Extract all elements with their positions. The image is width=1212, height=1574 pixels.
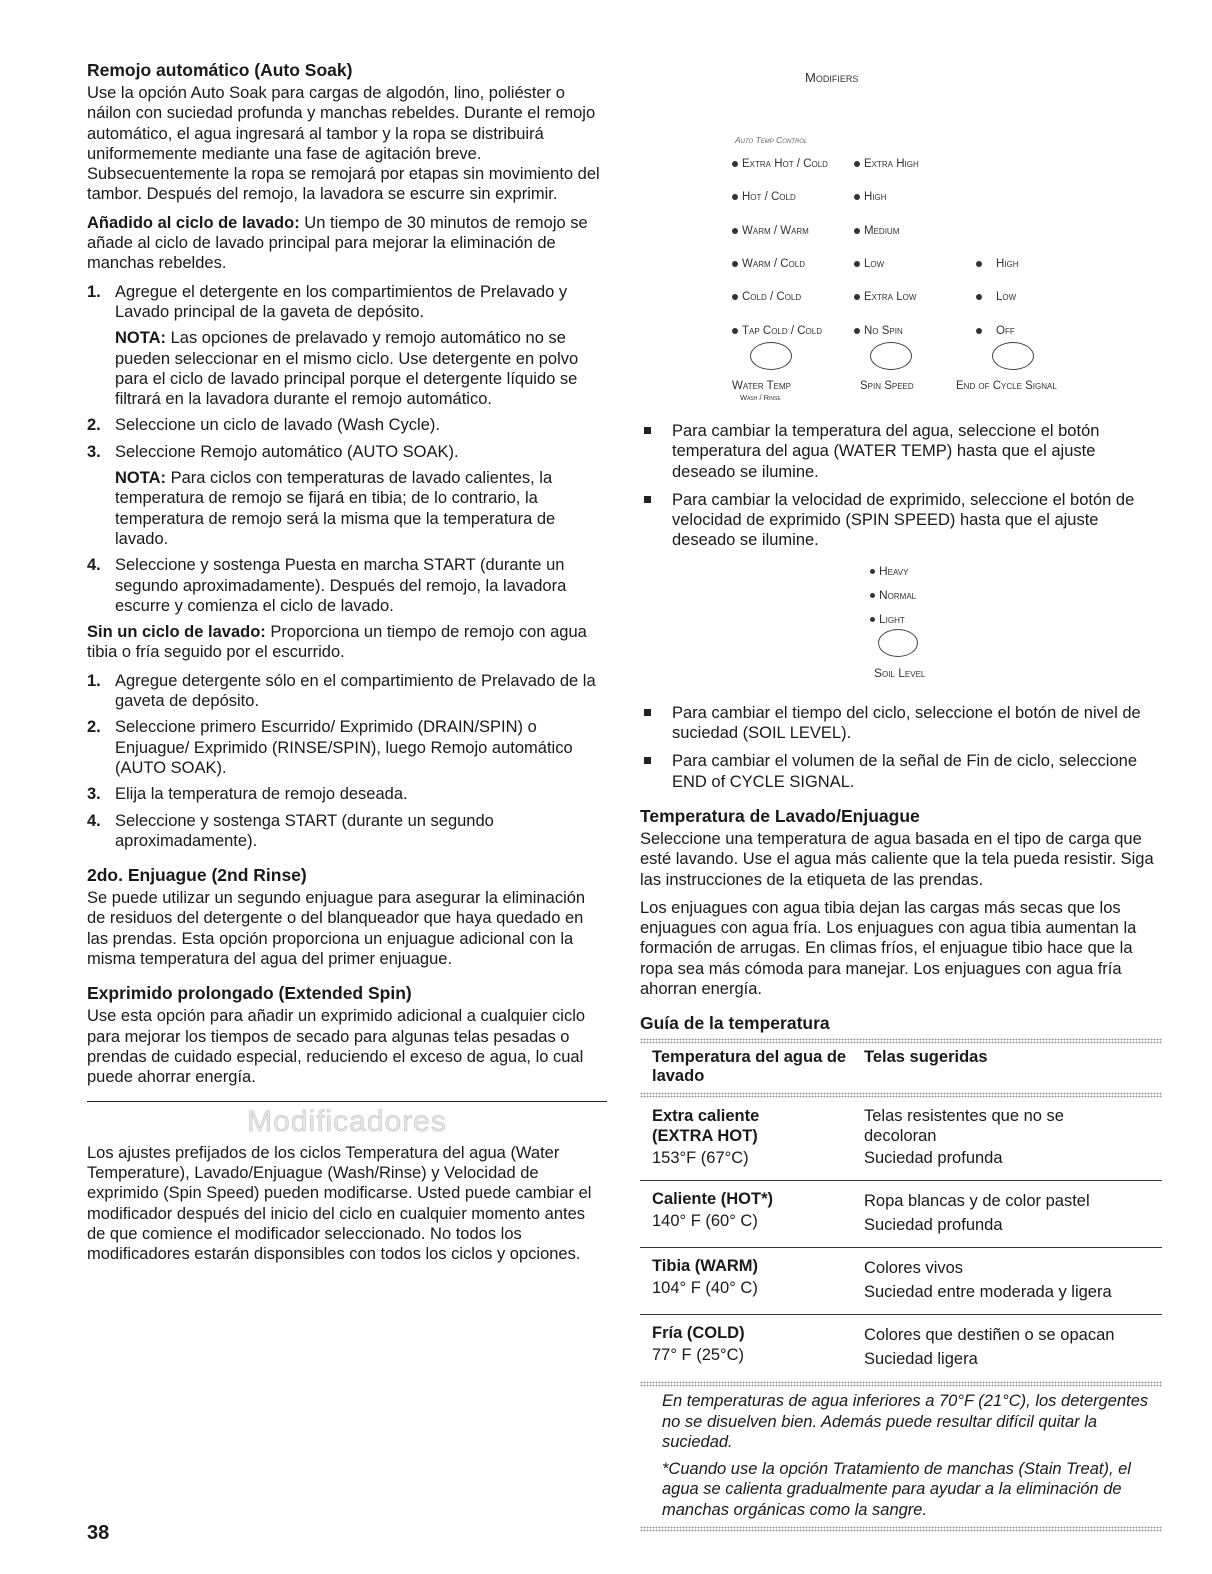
indicator-light-icon — [976, 328, 982, 334]
auto-temp-label: Auto Temp Control — [735, 135, 808, 145]
step-text: Seleccione y sostenga START (durante un segundo aproximadamente). — [115, 811, 494, 850]
soil-level-diagram — [640, 559, 1162, 687]
temperature-name: Caliente (HOT*) — [652, 1190, 774, 1209]
indicator-light-icon — [732, 194, 738, 200]
soil-option: Light — [870, 609, 905, 629]
end-signal-option: Off — [976, 321, 1015, 341]
dotted-rule — [640, 1381, 1162, 1387]
temperature-name: Tibia (WARM) — [652, 1257, 759, 1276]
indicator-light-icon — [870, 593, 875, 598]
extended-spin-heading: Exprimido prolongado (Extended Spin) — [87, 983, 412, 1004]
step-number: 1. — [87, 282, 101, 301]
extended-spin-text: Use esta opción para añadir un exprimido adicional a cualquier ciclo para mejorar los tiempos de secado para algunas telas pesadas o prendas de cuidado especial, reduciendo el exceso de agua, lo cual puede ahorrar energía. — [87, 1007, 586, 1087]
modifiers-text: Los ajustes prefijados de los ciclos Temperatura del agua (Water Temperature), Lavado/Enjuague (Wash/Rinse) y Velocidad de exprimido (Spin Speed) pueden modificarse. Usted puede cambiar el modificador después del inicio del ciclo en cualquier momento antes de que comience el modificador seleccionado. No todos los modificadores estarán disponsibles con todos los ciclos y opciones. — [87, 1143, 592, 1264]
nocycle-label: Sin un ciclo de lavado: — [87, 623, 266, 642]
step-number: 4. — [87, 811, 101, 830]
extended-spin-section — [87, 983, 607, 1087]
water-temp-option: Tap Cold / Cold — [732, 321, 822, 341]
indicator-light-icon — [732, 161, 738, 167]
indicator-light-icon — [854, 261, 860, 267]
step-text: Elija la temperatura de remojo deseada. — [115, 785, 408, 804]
step-note — [115, 468, 607, 549]
indicator-light-icon — [854, 328, 860, 334]
step-text: Seleccione primero Escurrido/ Exprimido (DRAIN/SPIN) o Enjuague/ Exprimido (RINSE/SPIN), luego Remojo automático (AUTO SOAK). — [115, 718, 573, 777]
temperature-name: Fría (COLD) — [652, 1324, 745, 1343]
step-note — [115, 328, 607, 409]
step-text: Agregue detergente sólo en el compartimiento de Prelavado de la gaveta de depósito. — [115, 671, 596, 711]
note-stain-treat: *Cuando use la opción Tratamiento de manchas (Stain Treat), el agua se calienta gradualmente para ayudar a la eliminación de manchas orgánicas como la sangre. — [662, 1459, 1131, 1519]
second-rinse-heading: 2do. Enjuague (2nd Rinse) — [87, 865, 307, 886]
temperature-section — [640, 806, 1162, 999]
step-number: 4. — [87, 556, 101, 575]
fabric-type: Telas resistentes que no se decoloran — [864, 1107, 1064, 1146]
indicator-light-icon — [854, 228, 860, 234]
step-number: 3. — [87, 785, 101, 804]
second-rinse-text: Se puede utilizar un segundo enjuague para asegurar la eliminación de residuos del detergente o del blanqueador que haya quedado en las prendas. Esta opción proporciona un enjuague adicional con la misma temperatura del agua del primer enjuague. — [87, 889, 586, 968]
modifiers-title: Modificadores — [247, 1105, 447, 1139]
indicator-light-icon — [732, 294, 738, 300]
step-number: 2. — [87, 718, 101, 737]
modifiers-panel-diagram — [640, 60, 1162, 402]
modifier-bullets — [640, 421, 1162, 551]
temperature-name: Extra caliente (EXTRA HOT) — [652, 1107, 760, 1146]
table-row — [640, 1315, 1162, 1382]
spin-speed-option: Low — [854, 254, 884, 274]
indicator-light-icon — [732, 328, 738, 334]
indicator-light-icon — [976, 261, 982, 267]
auto-soak-added — [87, 213, 607, 274]
spin-speed-option: High — [854, 187, 887, 207]
table-header-row — [640, 1044, 1162, 1092]
auto-soak-heading: Remojo automático (Auto Soak) — [87, 60, 353, 80]
temperature-text-1: Seleccione una temperatura de agua basada en el tipo de carga que esté lavando. Use el agua más caliente que la tela pueda resistir. Siga las instrucciones de la etiqueta de las prendas. — [640, 829, 1154, 889]
indicator-light-icon — [976, 294, 982, 300]
auto-soak-nocycle — [87, 622, 607, 663]
soil-type: Suciedad profunda — [864, 1216, 1003, 1235]
indicator-light-icon — [870, 569, 875, 574]
note-label: NOTA: — [115, 469, 167, 488]
list-item: Para cambiar la velocidad de exprimido, seleccione el botón de velocidad de exprimido (SPIN SPEED) hasta que el ajuste deseado se ilumine. — [640, 490, 1162, 551]
end-signal-option: Low — [976, 287, 1016, 307]
added-label: Añadido al ciclo de lavado: — [87, 213, 300, 232]
fabric-type: Ropa blancas y de color pastel — [864, 1192, 1090, 1211]
water-temp-option: Warm / Cold — [732, 254, 805, 274]
fabric-type: Colores que destiñen o se opacan — [864, 1326, 1115, 1345]
water-temp-option: Cold / Cold — [732, 287, 801, 307]
column-header: Temperatura del agua de lavado — [652, 1048, 847, 1086]
step-number: 1. — [87, 671, 101, 690]
section-divider — [87, 1101, 607, 1102]
step-text: Agregue el detergente en los compartimientos de Prelavado y Lavado principal de la gaveta de depósito. — [115, 282, 568, 321]
list-item — [87, 784, 607, 804]
table-row — [640, 1248, 1162, 1315]
end-signal-option: High — [976, 254, 1019, 274]
list-item: Para cambiar la temperatura del agua, seleccione el botón temperatura del agua (WATER TEMP) hasta que el ajuste deseado se ilumine. — [640, 421, 1162, 482]
step-number: 2. — [87, 416, 101, 435]
spin-speed-knob-icon — [870, 342, 912, 370]
temperature-value: 104° F (40° C) — [652, 1279, 758, 1298]
temperature-value: 140° F (60° C) — [652, 1212, 758, 1231]
step-text: Seleccione un ciclo de lavado (Wash Cycle). — [115, 416, 440, 435]
temperature-value: 77° F (25°C) — [652, 1346, 745, 1365]
table-row — [640, 1098, 1162, 1181]
panel-title: Modifiers — [805, 70, 859, 85]
left-column — [87, 60, 607, 1273]
soil-type: Suciedad profunda — [864, 1149, 1003, 1168]
list-item — [87, 555, 607, 616]
nocycle-steps-list — [87, 671, 607, 851]
note-cold-water: En temperaturas de agua inferiores a 70°F (21°C), los detergentes no se disuelven bien. Además puede resultar difícil quitar la suciedad. — [662, 1392, 1149, 1452]
added-steps-list — [87, 282, 607, 616]
list-item: Para cambiar el tiempo del ciclo, seleccione el botón de nivel de suciedad (SOIL LEVEL). — [640, 703, 1162, 744]
indicator-light-icon — [732, 261, 738, 267]
indicator-light-icon — [854, 161, 860, 167]
list-item — [87, 671, 607, 712]
second-rinse-section — [87, 865, 607, 969]
spin-speed-option: No Spin — [854, 321, 903, 341]
added-text: Un tiempo de 30 minutos de remojo se añade al ciclo de lavado principal para mejorar la eliminación de manchas rebeldes. — [87, 213, 588, 273]
list-item — [87, 811, 607, 852]
list-item — [87, 717, 607, 778]
nocycle-text: Proporciona un tiempo de remojo con agua tibia o fría seguido por el escurrido. — [87, 623, 587, 662]
step-text: Seleccione y sostenga Puesta en marcha START (durante un segundo aproximadamente). Después del remojo, la lavadora escurre y comienza el ciclo de lavado. — [115, 556, 567, 615]
list-item: Para cambiar el volumen de la señal de Fin de ciclo, seleccione END of CYCLE SIGNAL. — [640, 751, 1162, 792]
column-header: Telas sugeridas — [864, 1048, 988, 1067]
indicator-light-icon — [854, 194, 860, 200]
water-temp-option: Warm / Warm — [732, 221, 809, 241]
spin-speed-option: Extra High — [854, 154, 919, 174]
right-column — [640, 60, 1162, 1532]
guide-heading: Guía de la temperatura — [640, 1013, 830, 1034]
temperature-guide — [640, 1013, 1162, 1532]
auto-soak-intro: Use la opción Auto Soak para cargas de algodón, lino, poliéster o náilon con suciedad profunda y manchas rebeldes. Durante el remojo automático, el agua ingresará al tambor y la ropa se distribuirá uniformemente mediante una fase de agitación breve. Subsecuentemente la ropa se remojará por etapas sin movimiento del tambor. Después del remojo, la lavadora se escurre sin exprimir. — [87, 84, 600, 204]
indicator-light-icon — [732, 228, 738, 234]
indicator-light-icon — [870, 617, 875, 622]
note-text: Las opciones de prelavado y remojo automático no se pueden seleccionar en el mismo ciclo. Use detergente en polvo para el ciclo de lavado principal porque el detergente líquido se filtrará en la lavadora durante el remojo automático. — [115, 329, 579, 409]
water-temp-knob-icon — [750, 342, 792, 370]
page-number: 38 — [87, 1522, 110, 1544]
note-text: Para ciclos con temperaturas de lavado calientes, la temperatura de remojo se fijará en tibia; de lo contrario, la temperatura de remojo será la misma que la temperatura de lavado. — [115, 469, 556, 548]
water-temp-option: Extra Hot / Cold — [732, 154, 828, 174]
soil-option: Heavy — [870, 561, 908, 581]
water-temp-sublabel: Wash / Rinse — [740, 393, 781, 402]
soil-type: Suciedad ligera — [864, 1350, 978, 1369]
soil-level-knob-icon — [878, 629, 918, 657]
temperature-table — [640, 1044, 1162, 1381]
spin-speed-option: Medium — [854, 221, 899, 241]
end-signal-label: End of Cycle Signal — [956, 380, 1057, 392]
dotted-rule — [640, 1526, 1162, 1532]
soil-type: Suciedad entre moderada y ligera — [864, 1283, 1112, 1302]
water-temp-option: Hot / Cold — [732, 187, 796, 207]
fabric-type: Colores vivos — [864, 1259, 964, 1278]
list-item — [87, 415, 607, 435]
soil-level-label: Soil Level — [874, 665, 926, 680]
soil-option: Normal — [870, 585, 916, 605]
step-text: Seleccione Remojo automático (AUTO SOAK). — [115, 442, 459, 461]
temperature-value: 153°F (67°C) — [652, 1149, 749, 1168]
note-label: NOTA: — [115, 329, 167, 348]
water-temp-label: Water Temp — [732, 380, 791, 392]
step-number: 3. — [87, 442, 101, 461]
temperature-text-2: Los enjuagues con agua tibia dejan las cargas más secas que los enjuagues con agua fría. Los enjuagues con agua tibia aumentan la formación de arrugas. En climas fríos, el enjuague tibio hace que la ropa sea más cómoda para manejar. Los enjuagues con agua fría ahorran energía. — [640, 898, 1137, 999]
list-item — [87, 442, 607, 549]
modifier-bullets-2 — [640, 703, 1162, 792]
temperature-notes — [640, 1391, 1162, 1520]
table-row — [640, 1181, 1162, 1248]
indicator-light-icon — [854, 294, 860, 300]
list-item — [87, 282, 607, 410]
spin-speed-option: Extra Low — [854, 287, 916, 307]
spin-speed-label: Spin Speed — [860, 380, 914, 392]
end-signal-knob-icon — [992, 342, 1034, 370]
temperature-heading: Temperatura de Lavado/Enjuague — [640, 805, 920, 826]
